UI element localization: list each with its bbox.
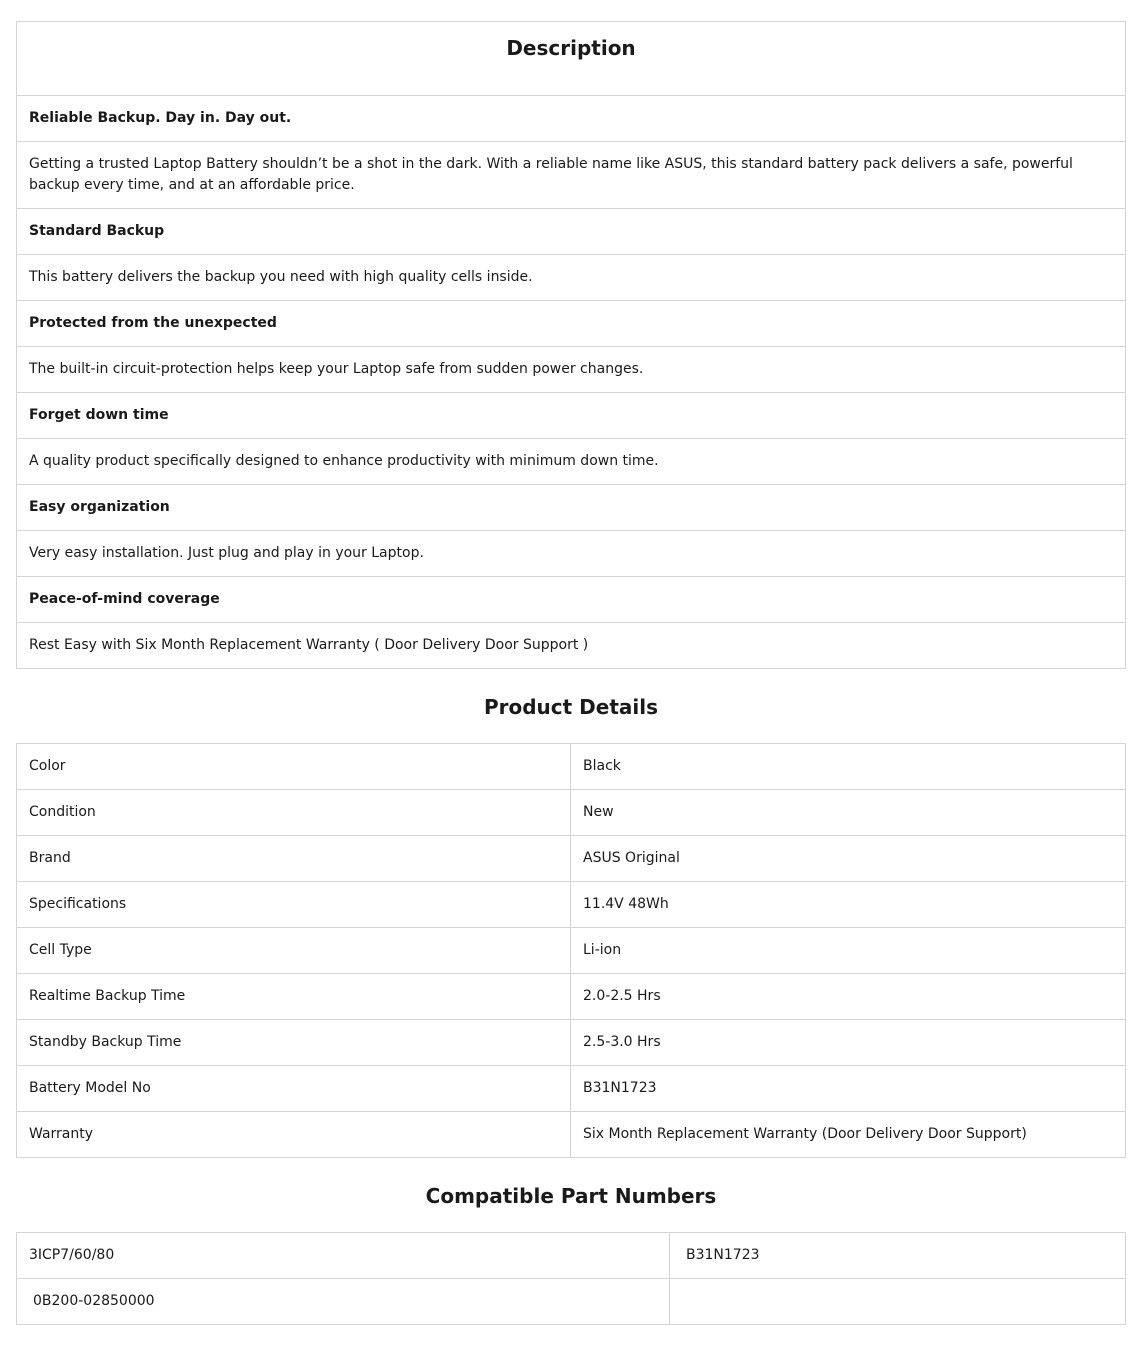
detail-value: New xyxy=(571,790,1126,836)
description-heading: Protected from the unexpected xyxy=(17,301,1126,347)
part-number-empty xyxy=(670,1279,1126,1325)
description-heading: Reliable Backup. Day in. Day out. xyxy=(17,96,1126,142)
detail-value: B31N1723 xyxy=(571,1066,1126,1112)
detail-value: Black xyxy=(571,744,1126,790)
detail-label: Brand xyxy=(17,836,571,882)
detail-label: Specifications xyxy=(17,882,571,928)
table-row xyxy=(17,974,1126,1020)
description-text: The built-in circuit-protection helps keep your Laptop safe from sudden power changes. xyxy=(17,347,1126,393)
detail-label: Standby Backup Time xyxy=(17,1020,571,1066)
table-row xyxy=(17,928,1126,974)
detail-value: 2.5-3.0 Hrs xyxy=(571,1020,1126,1066)
detail-label: Realtime Backup Time xyxy=(17,974,571,1020)
detail-label: Color xyxy=(17,744,571,790)
detail-label: Warranty xyxy=(17,1112,571,1158)
table-row xyxy=(17,1066,1126,1112)
description-heading: Standard Backup xyxy=(17,209,1126,255)
page-content xyxy=(16,21,1126,1325)
table-row xyxy=(17,1020,1126,1066)
table-row xyxy=(17,882,1126,928)
compatible-parts-title: Compatible Part Numbers xyxy=(425,1184,717,1208)
part-number: B31N1723 xyxy=(670,1233,1126,1279)
detail-label: Cell Type xyxy=(17,928,571,974)
description-text: A quality product specifically designed to enhance productivity with minimum down time. xyxy=(17,439,1126,485)
description-heading: Forget down time xyxy=(17,393,1126,439)
detail-value: 2.0-2.5 Hrs xyxy=(571,974,1126,1020)
description-text: This battery delivers the backup you need with high quality cells inside. xyxy=(17,255,1126,301)
detail-value: Six Month Replacement Warranty (Door Delivery Door Support) xyxy=(571,1112,1126,1158)
detail-value: 11.4V 48Wh xyxy=(571,882,1126,928)
detail-value: Li-ion xyxy=(571,928,1126,974)
product-details-title: Product Details xyxy=(483,695,659,719)
description-heading: Peace-of-mind coverage xyxy=(17,577,1126,623)
part-number: 0B200-02850000 xyxy=(17,1279,670,1325)
detail-label: Condition xyxy=(17,790,571,836)
description-text: Rest Easy with Six Month Replacement Warranty ( Door Delivery Door Support ) xyxy=(17,623,1126,669)
description-title: Description xyxy=(17,22,1126,96)
table-row xyxy=(17,1279,1126,1325)
detail-label: Battery Model No xyxy=(17,1066,571,1112)
product-details-table xyxy=(16,743,1126,1158)
description-table xyxy=(16,21,1126,669)
part-number: 3ICP7/60/80 xyxy=(17,1233,670,1279)
table-row xyxy=(17,1233,1126,1279)
detail-value: ASUS Original xyxy=(571,836,1126,882)
table-row xyxy=(17,1112,1126,1158)
description-text: Getting a trusted Laptop Battery shouldn’t be a shot in the dark. With a reliable name like ASUS, this standard battery pack delivers a safe, powerful backup every time, and at an affordable price. xyxy=(17,142,1126,209)
table-row xyxy=(17,744,1126,790)
description-text: Very easy installation. Just plug and play in your Laptop. xyxy=(17,531,1126,577)
compatible-parts-table xyxy=(16,1232,1126,1325)
description-heading: Easy organization xyxy=(17,485,1126,531)
table-row xyxy=(17,790,1126,836)
table-row xyxy=(17,836,1126,882)
